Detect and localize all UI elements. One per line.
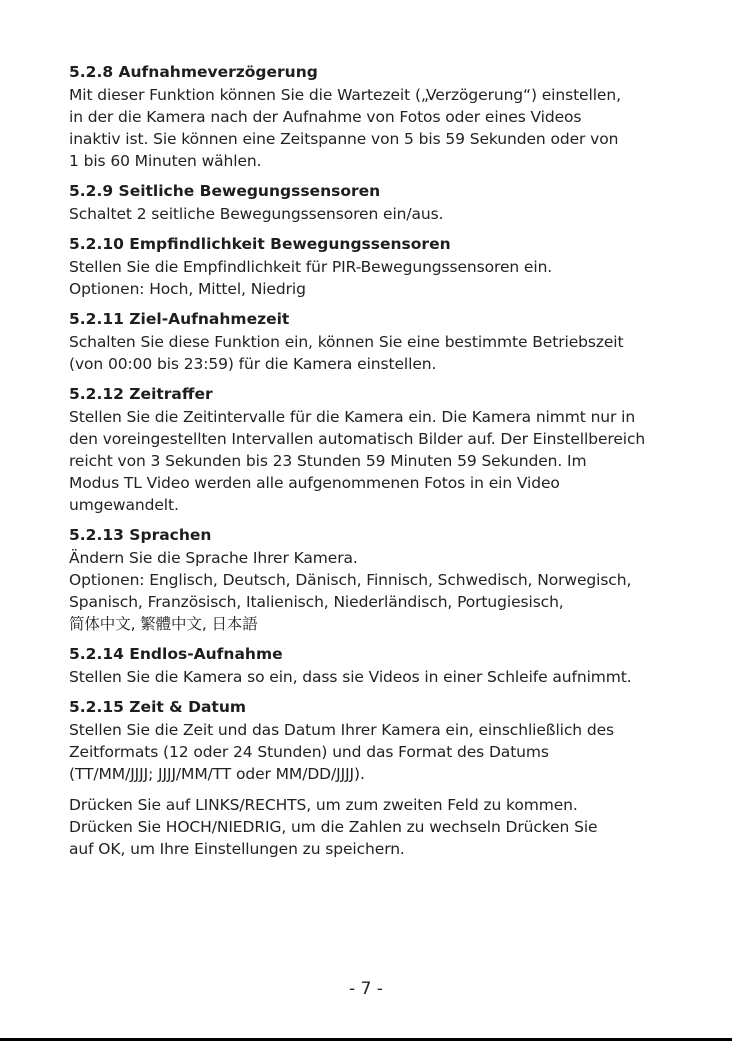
section-heading: 5.2.8 Aufnahmeverzögerung <box>69 63 318 81</box>
section-body: Schaltet 2 seitliche Bewegungssensoren ein/aus. <box>69 205 444 223</box>
section-heading: 5.2.13 Sprachen <box>69 526 212 544</box>
section-heading: 5.2.10 Empfindlichkeit Bewegungssensoren <box>69 235 451 253</box>
section-empfindlichkeit <box>69 232 709 300</box>
section-ziel-aufnahmezeit <box>69 307 709 375</box>
section-heading: 5.2.11 Ziel-Aufnahmezeit <box>69 310 290 328</box>
section-body: Ändern Sie die Sprache Ihrer Kamera. Optionen: Englisch, Deutsch, Dänisch, Finnisch, Schwedisch, Norwegisch, Spanisch, Französisch, Italienisch, Niederländisch, Portugiesisch, 简体中文, 繁體中文, 日本語 <box>69 549 632 633</box>
section-body: Mit dieser Funktion können Sie die Wartezeit („Verzögerung“) einstellen, in der die Kamera nach der Aufnahme von Fotos oder eines Videos inaktiv ist. Sie können eine Zeitspanne von 5 bis 59 Sekunden oder von 1 bis 60 Minuten wählen. <box>69 86 621 170</box>
section-body: Stellen Sie die Empfindlichkeit für PIR-Bewegungssensoren ein. Optionen: Hoch, Mittel, Niedrig <box>69 258 553 298</box>
section-zeitraffer <box>69 382 709 516</box>
section-body: Schalten Sie diese Funktion ein, können Sie eine bestimmte Betriebszeit (von 00:00 bis 23:59) für die Kamera einstellen. <box>69 333 624 373</box>
section-instructions: Drücken Sie auf LINKS/RECHTS, um zum zweiten Feld zu kommen. Drücken Sie HOCH/NIEDRIG, um die Zahlen zu wechseln Drücken Sie auf OK, um Ihre Einstellungen zu speichern. <box>69 796 598 858</box>
section-heading: 5.2.14 Endlos-Aufnahme <box>69 645 283 663</box>
section-endlos-aufnahme <box>69 642 709 688</box>
section-seitliche-bewegungssensoren <box>69 179 709 225</box>
document-page <box>69 60 709 867</box>
section-body: Stellen Sie die Kamera so ein, dass sie Videos in einer Schleife aufnimmt. <box>69 668 632 686</box>
section-body: Stellen Sie die Zeitintervalle für die Kamera ein. Die Kamera nimmt nur in den voreingestellten Intervallen automatisch Bilder auf. Der Einstellbereich reicht von 3 Sekunden bis 23 Stunden 59 Minuten 59 Sekunden. Im Modus TL Video werden alle aufgenommenen Fotos in ein Video umgewandelt. <box>69 408 646 514</box>
section-heading: 5.2.12 Zeitraffer <box>69 385 213 403</box>
section-sprachen <box>69 523 709 635</box>
page-number: - 7 - <box>349 979 383 999</box>
section-heading: 5.2.9 Seitliche Bewegungssensoren <box>69 182 381 200</box>
section-body: Stellen Sie die Zeit und das Datum Ihrer Kamera ein, einschließlich des Zeitformats (12 oder 24 Stunden) und das Format des Datums (TT/MM/JJJJ; JJJJ/MM/TT oder MM/DD/JJJJ). <box>69 721 614 783</box>
section-aufnahmeverzoegerung <box>69 60 709 172</box>
section-zeit-datum <box>69 695 709 860</box>
bottom-divider <box>0 1038 732 1041</box>
section-heading: 5.2.15 Zeit & Datum <box>69 698 247 716</box>
